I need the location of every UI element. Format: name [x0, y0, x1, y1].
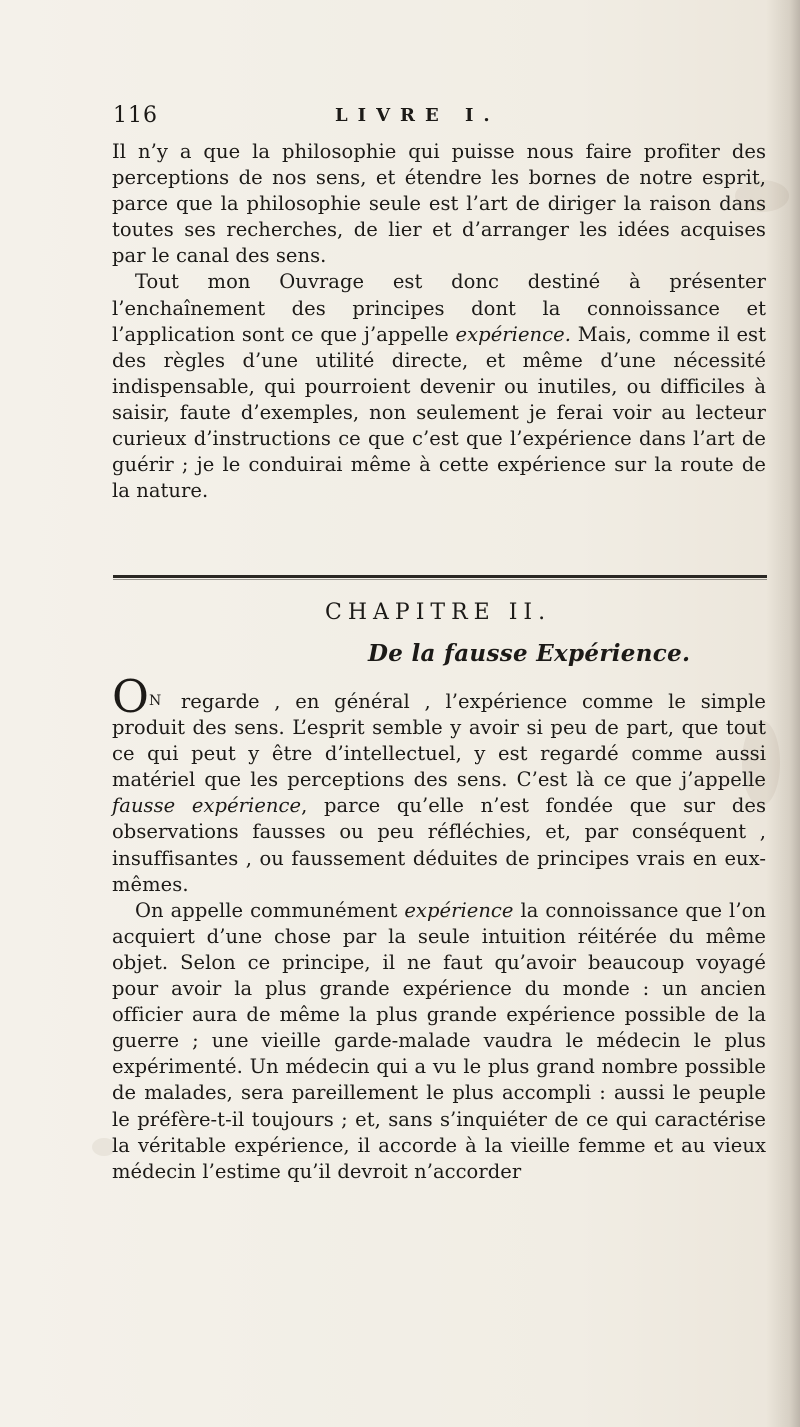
paragraph: Il n’y a que la philosophie qui puisse nous faire profiter des perceptions de nos sens, et étendre les bornes de notre esprit, parce que la philosophie seule est l’art de diriger la raison dans toutes ses recherches, de lier et d’arranger les idées acquises par le canal des sens. — [112, 140, 766, 268]
italic-term: fausse expérience — [112, 794, 302, 818]
paragraph-text: regarde , en général , l’expérience comme le simple produit des sens. L’esprit semble y avoir si peu de part, que tout ce qui peut y être d’intellectuel, y est regardé comme aussi matériel que les perceptions des sens. C’est là ce que j’appelle — [112, 690, 766, 792]
chapter-subtitle: De la fausse Expérience. — [368, 640, 691, 667]
italic-term: expérience. — [455, 322, 571, 346]
paragraph-text: la connoissance que l’on acquiert d’une chose par la seule intuition réitérée du même objet. Selon ce principe, il ne faut qu’avoir beaucoup voyagé pour avoir la plus grande expérience du monde : un ancien officier aura de même la plus grande expérience possible de la guerre ; une vieille garde-malade vaudra le médecin le plus expérimenté. Un médecin qui a vu le plus grand nombre possible de malades, sera pareillement le plus accompli : aussi le peuple le préfère-t-il toujours ; et, sans s’inquiéter de ce qui caractérise la véritable expérience, il accorde à la vieille femme et au vieux médecin l’estime qu’il devroit n’accorder — [112, 898, 766, 1183]
opening-paragraph — [112, 670, 766, 898]
paragraph-text: Mais, comme il est des règles d’une utilité directe, et même d’une nécessité indispensable, qui pourroient devenir ou inutiles, ou difficiles à saisir, faute d’exemples, non seulement je ferai voir au lecteur curieux d’instructions ce que c’est que l’expérience dans l’art de guérir ; je le conduirai même à cette expérience sur la route de la nature. — [112, 322, 766, 503]
chapter-title: CHAPITRE II. — [325, 600, 552, 625]
running-head: LIVRE I. — [335, 105, 500, 126]
page-number: 116 — [113, 103, 158, 128]
page-header — [113, 103, 673, 129]
paragraph — [112, 269, 766, 504]
drop-cap: O — [112, 670, 149, 723]
paragraph-text: , parce qu’elle n’est fondée que sur des observations fausses ou peu réfléchies, et, par conséquent , insuffisantes , ou faussement déduites de principes vrais en eux-mêmes. — [112, 794, 766, 896]
paragraph — [112, 898, 766, 1185]
italic-term: expérience — [404, 898, 514, 922]
page-edge-shadow — [766, 0, 800, 1427]
paragraph-text: Tout mon Ouvrage est donc destiné à présenter l’enchaînement des principes dont la connoissance et l’application sont ce que j’appelle — [112, 270, 766, 346]
small-caps-word: N — [148, 693, 163, 709]
paragraph-text: On appelle communément — [135, 898, 405, 922]
previous-chapter-text — [112, 139, 766, 504]
chapter-body-text — [112, 670, 766, 1185]
chapter-separator-rule — [113, 575, 767, 578]
